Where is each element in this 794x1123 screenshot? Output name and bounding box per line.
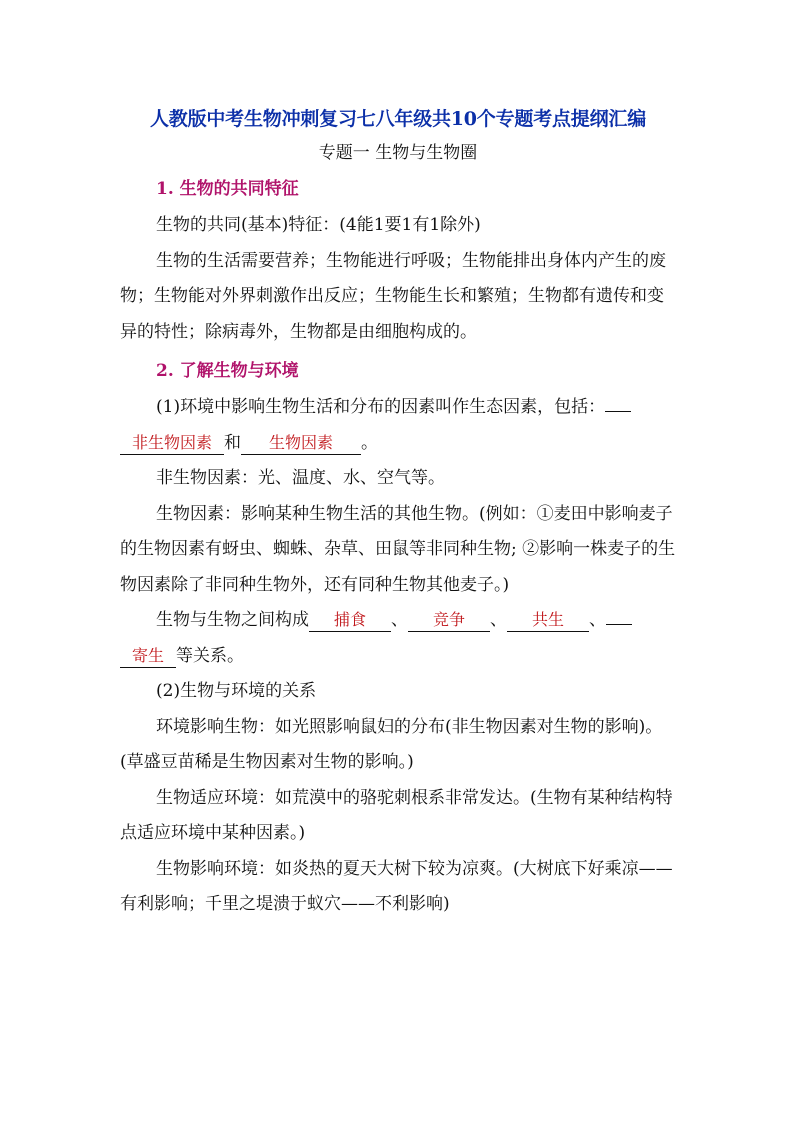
- section-1-heading: 1. 生物的共同特征: [156, 179, 299, 199]
- answer-blank-parasitism: 寄生: [120, 645, 176, 668]
- fill-blank-gap: [605, 410, 631, 412]
- topic-subtitle: 专题一 生物与生物圈: [318, 143, 478, 163]
- section-2-paragraph-1: [120, 390, 676, 461]
- section-2-paragraph-3: 生物因素：影响某种生物生活的其他生物。(例如：①麦田中影响麦子的生物因素有蚜虫、蜘蛛、杂草、田鼠等非同种生物; ②影响一株麦子的生物因素除了非同种生物外，还有同种生物其他麦子。): [120, 503, 676, 595]
- document-title: 人教版中考生物冲刺复习七八年级共10个专题考点提纲汇编: [149, 108, 647, 130]
- section-2-paragraph-2: 非生物因素：光、温度、水、空气等。: [156, 468, 445, 488]
- relationships-suffix: 等关系。: [176, 645, 244, 666]
- section-2-paragraph-6: 环境影响生物：如光照影响鼠妇的分布(非生物因素对生物的影响)。: [156, 716, 663, 737]
- separator: 、: [391, 610, 408, 630]
- answer-blank-abiotic: 非生物因素: [120, 432, 224, 455]
- separator: 、: [589, 610, 606, 630]
- fill-blank-gap: [606, 623, 632, 625]
- ecological-factors-text: (1)环境中影响生物生活和分布的因素叫作生态因素，包括：: [156, 397, 606, 417]
- separator: 、: [490, 610, 507, 630]
- section-2-heading: 2. 了解生物与环境: [156, 361, 299, 381]
- sentence-period: 。: [361, 432, 378, 453]
- section-2-paragraph-8: 生物适应环境：如荒漠中的骆驼刺根系非常发达。(生物有某种结构特点适应环境中某种因素。): [120, 787, 673, 843]
- relationships-text: 生物与生物之间构成: [156, 610, 309, 630]
- conjunction-and: 和: [224, 432, 241, 453]
- answer-blank-predation: 捕食: [309, 609, 391, 632]
- section-2-paragraph-4: [120, 603, 676, 674]
- section-2-paragraph-9: 生物影响环境：如炎热的夏天大树下较为凉爽。(大树底下好乘凉——有利影响；千里之堤溃于蚁穴——不利影响): [120, 858, 673, 914]
- section-2-paragraph-7: (草盛豆苗稀是生物因素对生物的影响。): [120, 752, 414, 772]
- section-2-paragraph-5: (2)生物与环境的关系: [156, 681, 317, 701]
- section-1-paragraph-1: 生物的共同(基本)特征：(4能1要1有1除外): [156, 215, 481, 235]
- answer-blank-symbiosis: 共生: [507, 609, 589, 632]
- answer-blank-biotic: 生物因素: [241, 432, 361, 455]
- section-1-paragraph-2: 生物的生活需要营养；生物能进行呼吸；生物能排出身体内产生的废物；生物能对外界刺激作出反应；生物能生长和繁殖；生物都有遗传和变异的特性；除病毒外，生物都是由细胞构成的。: [120, 250, 666, 342]
- answer-blank-competition: 竞争: [408, 609, 490, 632]
- document-page: [120, 104, 676, 923]
